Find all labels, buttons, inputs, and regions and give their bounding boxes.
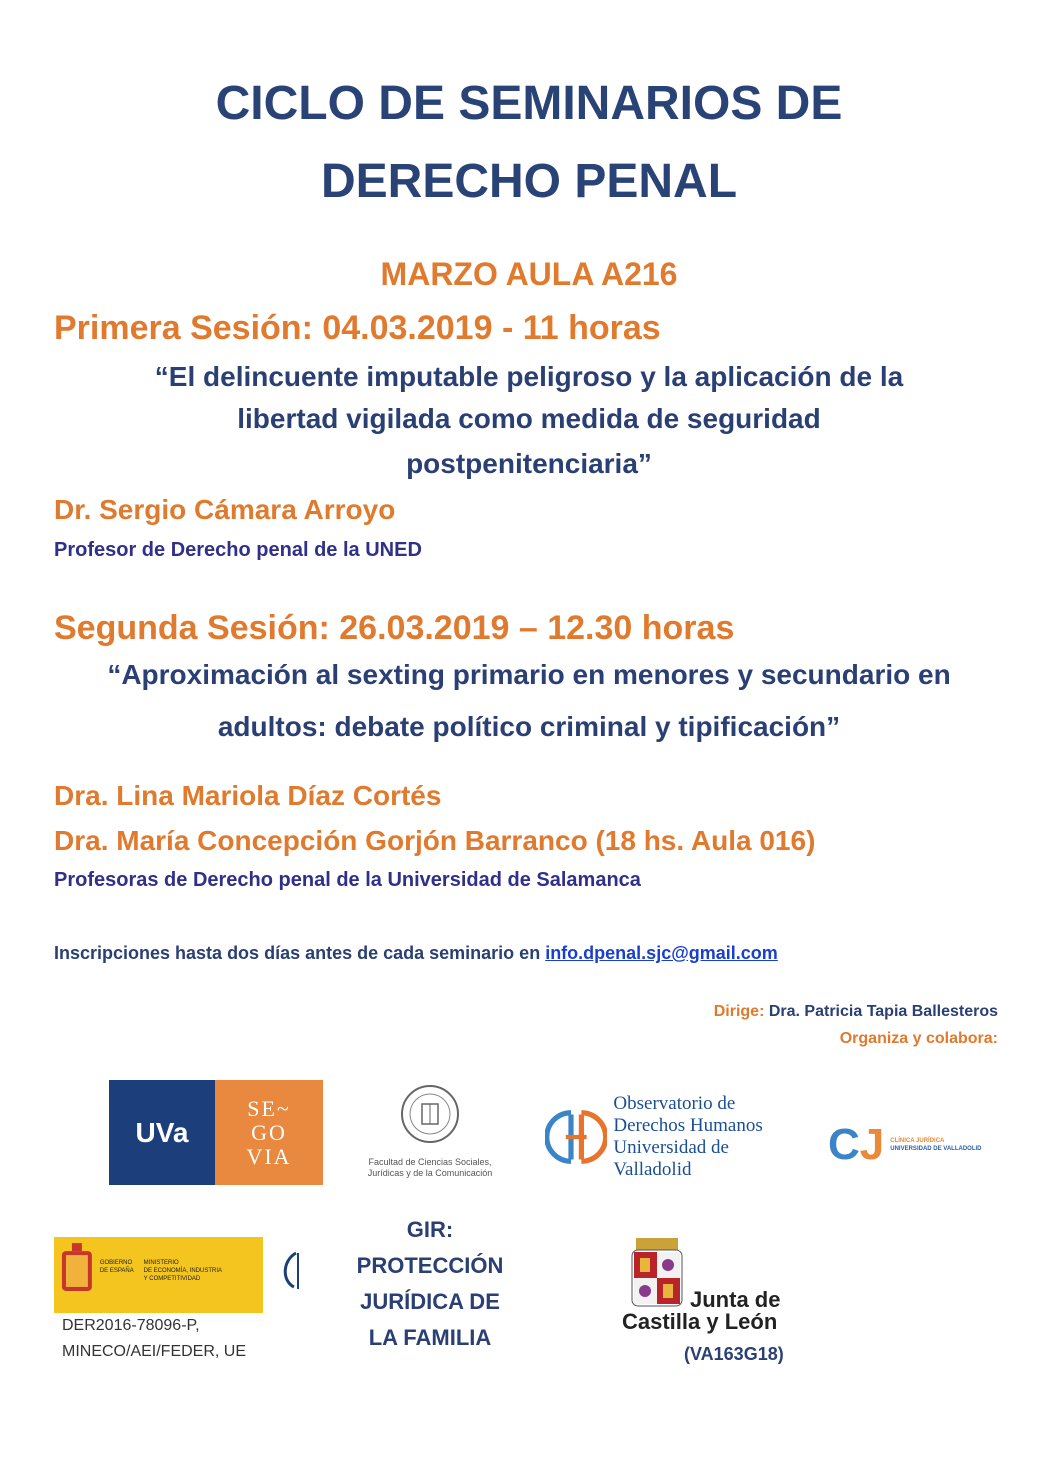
segovia-line-2: GO xyxy=(251,1119,287,1145)
gir-line-4: LA FAMILIA xyxy=(368,1325,492,1350)
session-1-topic-line-1: “El delincuente imputable peligroso y la aplicación de la xyxy=(154,361,904,392)
cj-line-1: CLÍNICA JURÍDICA xyxy=(890,1138,945,1144)
gir-line-3: JURÍDICA DE xyxy=(360,1289,500,1314)
month-room-subtitle: MARZO AULA A216 xyxy=(380,256,678,292)
facultad-line-1: Facultad de Ciencias Sociales, xyxy=(368,1157,492,1167)
cj-text xyxy=(890,1137,981,1153)
project-code-line-1: DER2016-78096-P, xyxy=(62,1317,200,1334)
observatorio-text xyxy=(613,1093,785,1181)
castilla-leon-coat-of-arms-icon xyxy=(628,1238,686,1310)
project-code-line-2: MINECO/AEI/FEDER, UE xyxy=(62,1343,247,1360)
segovia-line-3: VIA xyxy=(246,1143,292,1169)
observatorio-line-3: Universidad de Valladolid xyxy=(613,1137,729,1180)
session-1-speaker: Dr. Sergio Cámara Arroyo xyxy=(54,494,396,525)
gobierno-line-2: DE ESPAÑA xyxy=(99,1268,134,1274)
page-title-line-2: DERECHO PENAL xyxy=(320,155,738,208)
segovia-line-1: SE~ xyxy=(247,1095,291,1121)
uva-text: UVa xyxy=(109,1080,215,1185)
session-1-affiliation: Profesor de Derecho penal de la UNED xyxy=(54,539,422,561)
facultad-line-2: Jurídicas y de la Comunicación xyxy=(367,1168,493,1178)
ministerio-text xyxy=(144,1259,264,1313)
session-2-speaker-1: Dra. Lina Mariola Díaz Cortés xyxy=(54,780,442,811)
clinica-juridica-logo xyxy=(828,1115,998,1175)
session-2-heading: Segunda Sesión: 26.03.2019 – 12.30 horas xyxy=(54,609,735,647)
page-title-line-1: CICLO DE SEMINARIOS DE xyxy=(215,77,843,130)
university-seal-icon xyxy=(390,1082,470,1146)
session-1-topic-line-2: libertad vigilada como medida de seguridad xyxy=(237,403,821,434)
session-1-heading: Primera Sesión: 04.03.2019 - 11 horas xyxy=(54,309,661,347)
session-1-topic-line-3: postpenitenciaria” xyxy=(406,448,652,479)
jcyl-project-code: (VA163G18) xyxy=(684,1344,784,1364)
session-2-affiliation: Profesoras de Derecho penal de la Universidad de Salamanca xyxy=(54,869,641,891)
registration-email-link[interactable]: info.dpenal.sjc@gmail.com xyxy=(545,943,778,963)
gir-label: GIR: xyxy=(406,1217,454,1242)
gobierno-espana-logo xyxy=(54,1237,323,1313)
ministerio-line-2: DE ECONOMÍA, INDUSTRIA xyxy=(143,1268,223,1274)
session-2-speaker-2: Dra. María Concepción Gorjón Barranco (18 hs. Aula 016) xyxy=(54,825,816,856)
observatorio-line-2: Derechos Humanos xyxy=(613,1115,763,1136)
facultad-text xyxy=(345,1157,515,1179)
observatorio-logo xyxy=(545,1093,785,1180)
session-2-topic-line-1: “Aproximación al sexting primario en menores y secundario en xyxy=(107,659,951,690)
session-2-topic-line-2: adultos: debate político criminal y tipificación” xyxy=(217,711,841,742)
uva-segovia-logo xyxy=(109,1080,323,1185)
facultad-logo xyxy=(345,1082,515,1186)
observatorio-line-1: Observatorio de xyxy=(613,1093,736,1114)
observatorio-emblem-icon xyxy=(545,1101,607,1173)
cj-line-2: UNIVERSIDAD DE VALLADOLID xyxy=(890,1146,982,1152)
segovia-text-block xyxy=(215,1080,323,1185)
cj-mark-icon: CJ xyxy=(828,1120,885,1169)
director-name: Dra. Patricia Tapia Ballesteros xyxy=(768,1003,998,1020)
gir-line-2: PROTECCIÓN xyxy=(356,1253,504,1278)
aei-logo xyxy=(263,1237,323,1313)
ministerio-line-1: MINISTERIO xyxy=(143,1260,179,1266)
ministerio-line-3: Y COMPETITIVIDAD xyxy=(143,1276,201,1282)
registration-line xyxy=(54,940,778,966)
gobierno-line-1: GOBIERNO xyxy=(99,1260,133,1266)
organiza-label: Organiza y colabora: xyxy=(839,1030,998,1047)
direction-line xyxy=(714,1001,998,1023)
direction-label: Dirige: xyxy=(713,1003,765,1020)
gobierno-text xyxy=(100,1259,144,1313)
aei-emblem-icon xyxy=(278,1247,308,1303)
junta-de-text: Junta de xyxy=(690,1287,781,1312)
spain-coat-of-arms-icon xyxy=(54,1237,100,1313)
registration-text: Inscripciones hasta dos días antes de cada seminario en xyxy=(54,943,546,963)
castilla-leon-text: Castilla y León xyxy=(622,1309,778,1334)
